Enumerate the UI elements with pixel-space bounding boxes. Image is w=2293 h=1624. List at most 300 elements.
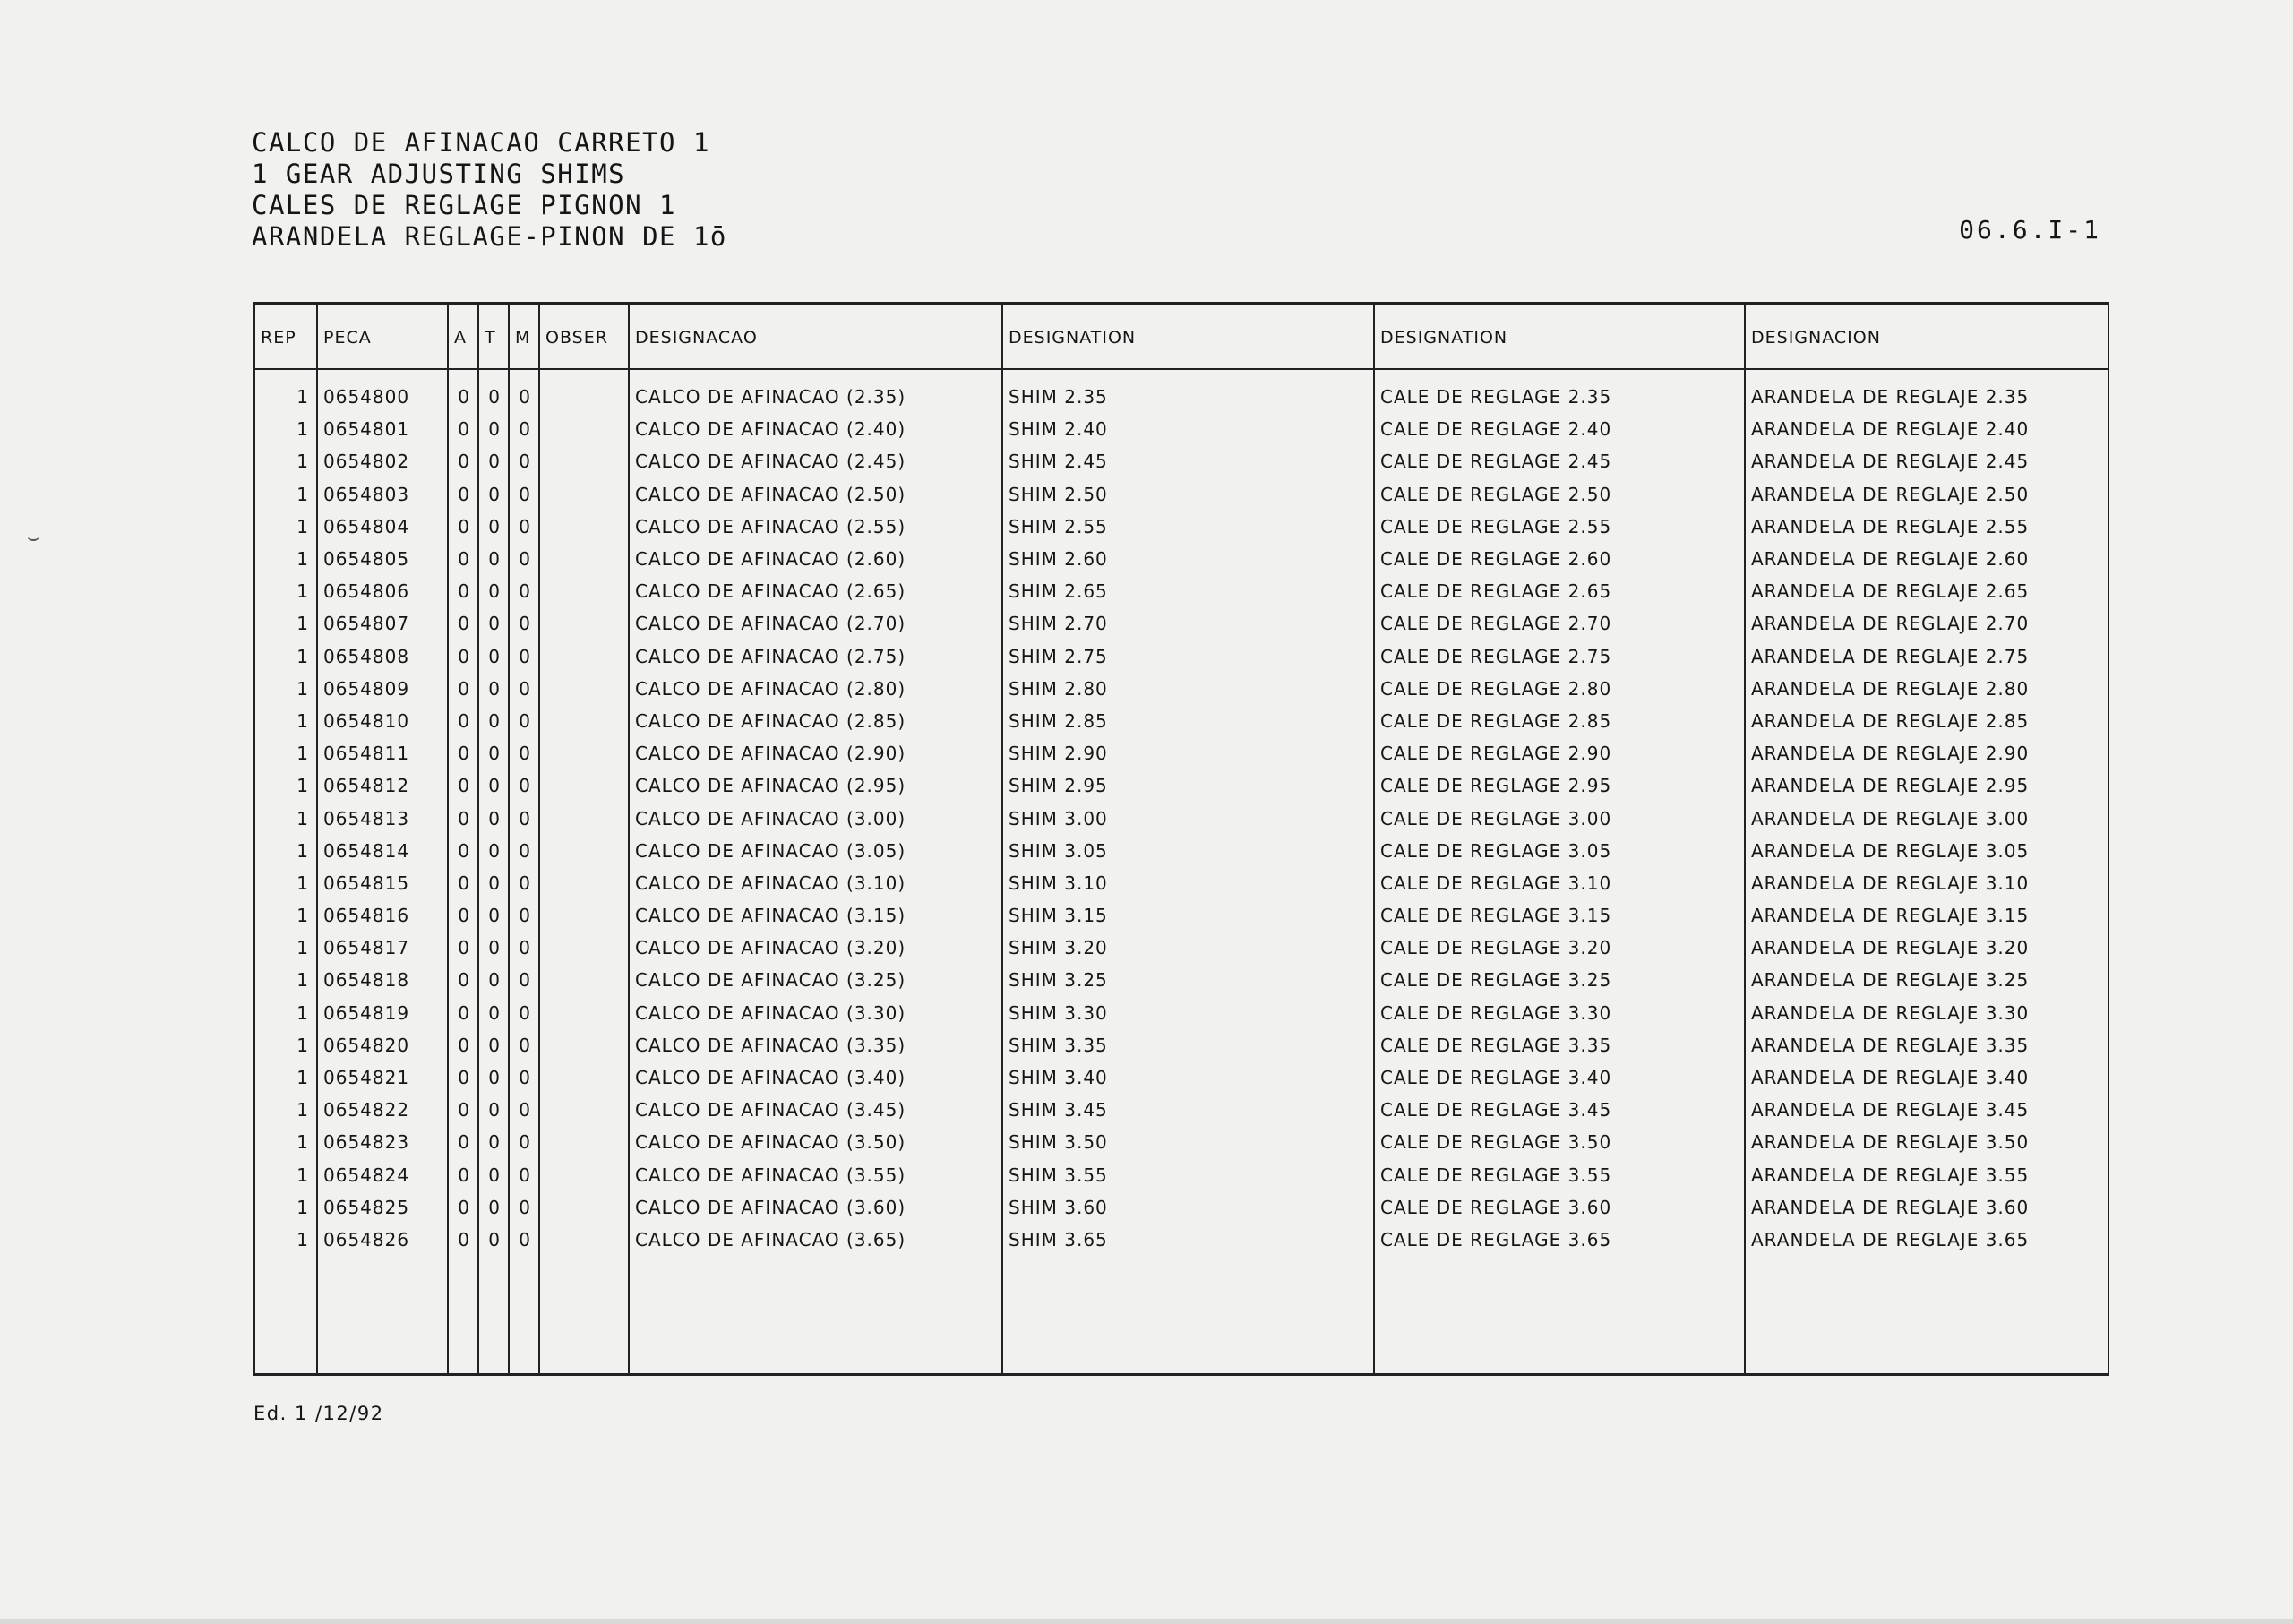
blank-cell — [477, 1320, 508, 1353]
cell-peca: 0654811 — [323, 743, 410, 765]
blank-cell — [628, 1320, 1001, 1353]
cell-peca: 0654825 — [323, 1196, 410, 1218]
cell-a: 0 — [458, 483, 470, 505]
cell-peca: 0654813 — [323, 807, 410, 829]
cell-designation-fr: CALE DE REGLAGE 2.65 — [1380, 580, 1612, 603]
cell-obser — [538, 835, 628, 867]
table-row — [253, 997, 2108, 1029]
cell-t: 0 — [488, 418, 501, 441]
header-obser: OBSER — [545, 328, 608, 348]
cell-designacion: ARANDELA DE REGLAJE 3.45 — [1751, 1099, 2030, 1121]
cell-rep: 1 — [296, 1034, 309, 1056]
blank-row — [253, 1288, 2108, 1320]
cell-m: 0 — [519, 775, 531, 797]
cell-designation-en: SHIM 3.10 — [1009, 872, 1108, 894]
cell-m: 0 — [519, 839, 531, 862]
blank-cell — [253, 1320, 316, 1353]
cell-a: 0 — [458, 807, 470, 829]
table-row — [253, 705, 2108, 737]
cell-t: 0 — [488, 677, 501, 700]
cell-m: 0 — [519, 1164, 531, 1186]
cell-obser — [538, 366, 628, 413]
cell-obser — [538, 932, 628, 964]
table-row — [253, 835, 2108, 867]
cell-designation-fr: CALE DE REGLAGE 2.55 — [1380, 515, 1612, 537]
cell-m: 0 — [519, 807, 531, 829]
cell-designation-en: SHIM 3.05 — [1009, 839, 1108, 862]
cell-t: 0 — [488, 1196, 501, 1218]
cell-t: 0 — [488, 1067, 501, 1089]
cell-obser — [538, 964, 628, 996]
cell-peca: 0654820 — [323, 1034, 410, 1056]
cell-t: 0 — [488, 548, 501, 571]
cell-designacao: CALCO DE AFINACAO (3.05) — [635, 839, 906, 862]
cell-rep: 1 — [296, 905, 309, 927]
cell-t: 0 — [488, 483, 501, 505]
table-row — [253, 543, 2108, 575]
cell-m: 0 — [519, 1099, 531, 1121]
cell-peca: 0654803 — [323, 483, 410, 505]
header-a: A — [454, 328, 467, 348]
title-portuguese: CALCO DE AFINACAO CARRETO 1 — [252, 127, 710, 158]
cell-obser — [538, 511, 628, 543]
cell-obser — [538, 413, 628, 445]
cell-designation-fr: CALE DE REGLAGE 3.30 — [1380, 1001, 1612, 1024]
cell-designacao: CALCO DE AFINACAO (2.40) — [635, 418, 906, 441]
blank-cell — [253, 1288, 316, 1320]
cell-designation-en: SHIM 2.50 — [1009, 483, 1108, 505]
table-body — [253, 366, 2108, 1353]
cell-designation-fr: CALE DE REGLAGE 2.80 — [1380, 677, 1612, 700]
cell-peca: 0654812 — [323, 775, 410, 797]
cell-designacao: CALCO DE AFINACAO (2.85) — [635, 709, 906, 732]
table-row — [253, 769, 2108, 802]
table-row — [253, 899, 2108, 932]
header-designation-fr: DESIGNATION — [1380, 328, 1508, 348]
cell-t: 0 — [488, 580, 501, 603]
cell-obser — [538, 899, 628, 932]
cell-designation-en: SHIM 2.85 — [1009, 709, 1108, 732]
cell-designation-fr: CALE DE REGLAGE 3.50 — [1380, 1131, 1612, 1154]
cell-designation-fr: CALE DE REGLAGE 2.85 — [1380, 709, 1612, 732]
cell-designacao: CALCO DE AFINACAO (3.45) — [635, 1099, 906, 1121]
cell-designacao: CALCO DE AFINACAO (2.50) — [635, 483, 906, 505]
cell-designacao: CALCO DE AFINACAO (2.80) — [635, 677, 906, 700]
cell-designation-en: SHIM 3.65 — [1009, 1228, 1108, 1250]
cell-designation-fr: CALE DE REGLAGE 3.10 — [1380, 872, 1612, 894]
cell-peca: 0654801 — [323, 418, 410, 441]
scan-mark: ⌣ — [27, 527, 40, 549]
table-row — [253, 1159, 2108, 1191]
cell-designation-en: SHIM 2.70 — [1009, 613, 1108, 635]
header-peca: PECA — [323, 328, 372, 348]
cell-designation-en: SHIM 3.30 — [1009, 1001, 1108, 1024]
table-row — [253, 575, 2108, 607]
cell-obser — [538, 867, 628, 899]
cell-obser — [538, 769, 628, 802]
cell-a: 0 — [458, 905, 470, 927]
cell-designation-en: SHIM 3.00 — [1009, 807, 1108, 829]
cell-designation-fr: CALE DE REGLAGE 3.15 — [1380, 905, 1612, 927]
cell-obser — [538, 1029, 628, 1061]
cell-t: 0 — [488, 969, 501, 992]
blank-cell — [1001, 1256, 1373, 1288]
cell-designacion: ARANDELA DE REGLAJE 2.35 — [1751, 386, 2030, 408]
cell-designation-fr: CALE DE REGLAGE 3.20 — [1380, 937, 1612, 959]
cell-t: 0 — [488, 905, 501, 927]
cell-designation-fr: CALE DE REGLAGE 3.45 — [1380, 1099, 1612, 1121]
cell-rep: 1 — [296, 743, 309, 765]
cell-designacion: ARANDELA DE REGLAJE 2.75 — [1751, 645, 2030, 667]
cell-peca: 0654808 — [323, 645, 410, 667]
cell-designation-fr: CALE DE REGLAGE 2.75 — [1380, 645, 1612, 667]
cell-designacao: CALCO DE AFINACAO (3.35) — [635, 1034, 906, 1056]
cell-designation-en: SHIM 3.45 — [1009, 1099, 1108, 1121]
cell-m: 0 — [519, 645, 531, 667]
cell-designation-en: SHIM 2.65 — [1009, 580, 1108, 603]
page-reference: 06.6.I-1 — [1959, 215, 2101, 245]
blank-cell — [253, 1256, 316, 1288]
cell-a: 0 — [458, 580, 470, 603]
cell-designacion: ARANDELA DE REGLAJE 2.45 — [1751, 451, 2030, 473]
cell-designacao: CALCO DE AFINACAO (3.25) — [635, 969, 906, 992]
cell-peca: 0654822 — [323, 1099, 410, 1121]
cell-a: 0 — [458, 743, 470, 765]
cell-designacao: CALCO DE AFINACAO (2.75) — [635, 645, 906, 667]
cell-designation-en: SHIM 3.40 — [1009, 1067, 1108, 1089]
cell-rep: 1 — [296, 872, 309, 894]
blank-cell — [508, 1256, 538, 1288]
cell-peca: 0654823 — [323, 1131, 410, 1154]
cell-a: 0 — [458, 1131, 470, 1154]
cell-designation-fr: CALE DE REGLAGE 3.60 — [1380, 1196, 1612, 1218]
cell-rep: 1 — [296, 937, 309, 959]
table-row — [253, 366, 2108, 413]
cell-m: 0 — [519, 548, 531, 571]
cell-designation-fr: CALE DE REGLAGE 3.55 — [1380, 1164, 1612, 1186]
cell-peca: 0654815 — [323, 872, 410, 894]
cell-designation-en: SHIM 3.50 — [1009, 1131, 1108, 1154]
cell-designacion: ARANDELA DE REGLAJE 2.60 — [1751, 548, 2030, 571]
cell-a: 0 — [458, 1067, 470, 1089]
cell-t: 0 — [488, 807, 501, 829]
cell-designacion: ARANDELA DE REGLAJE 2.65 — [1751, 580, 2030, 603]
cell-designation-en: SHIM 3.55 — [1009, 1164, 1108, 1186]
table-bottom-rule — [253, 1373, 2109, 1376]
cell-designacion: ARANDELA DE REGLAJE 2.90 — [1751, 743, 2030, 765]
cell-designation-en: SHIM 3.20 — [1009, 937, 1108, 959]
cell-obser — [538, 445, 628, 477]
cell-t: 0 — [488, 743, 501, 765]
title-english: 1 GEAR ADJUSTING SHIMS — [252, 159, 626, 189]
cell-m: 0 — [519, 1196, 531, 1218]
blank-cell — [1744, 1288, 2108, 1320]
cell-designacion: ARANDELA DE REGLAJE 3.40 — [1751, 1067, 2030, 1089]
table-row — [253, 737, 2108, 769]
cell-t: 0 — [488, 872, 501, 894]
title-block — [252, 127, 727, 253]
cell-m: 0 — [519, 743, 531, 765]
cell-obser — [538, 1159, 628, 1191]
blank-cell — [1001, 1288, 1373, 1320]
blank-cell — [1744, 1320, 2108, 1353]
cell-designation-en: SHIM 2.75 — [1009, 645, 1108, 667]
cell-rep: 1 — [296, 677, 309, 700]
blank-cell — [538, 1288, 628, 1320]
cell-designacao: CALCO DE AFINACAO (3.40) — [635, 1067, 906, 1089]
cell-rep: 1 — [296, 1131, 309, 1154]
header-designacao: DESIGNACAO — [635, 328, 758, 348]
cell-obser — [538, 1126, 628, 1158]
table-row — [253, 1126, 2108, 1158]
cell-a: 0 — [458, 386, 470, 408]
cell-designation-fr: CALE DE REGLAGE 2.40 — [1380, 418, 1612, 441]
cell-designacion: ARANDELA DE REGLAJE 2.95 — [1751, 775, 2030, 797]
cell-designacion: ARANDELA DE REGLAJE 2.85 — [1751, 709, 2030, 732]
cell-rep: 1 — [296, 515, 309, 537]
cell-m: 0 — [519, 937, 531, 959]
cell-rep: 1 — [296, 613, 309, 635]
table-row — [253, 413, 2108, 445]
table-row — [253, 1029, 2108, 1061]
cell-a: 0 — [458, 677, 470, 700]
blank-cell — [447, 1320, 477, 1353]
blank-cell — [508, 1288, 538, 1320]
cell-a: 0 — [458, 872, 470, 894]
cell-peca: 0654805 — [323, 548, 410, 571]
cell-designation-fr: CALE DE REGLAGE 2.60 — [1380, 548, 1612, 571]
cell-a: 0 — [458, 937, 470, 959]
cell-a: 0 — [458, 1001, 470, 1024]
cell-peca: 0654816 — [323, 905, 410, 927]
table-row — [253, 511, 2108, 543]
cell-designacion: ARANDELA DE REGLAJE 2.50 — [1751, 483, 2030, 505]
cell-rep: 1 — [296, 1001, 309, 1024]
cell-peca: 0654824 — [323, 1164, 410, 1186]
cell-obser — [538, 997, 628, 1029]
table-row — [253, 478, 2108, 511]
cell-designacion: ARANDELA DE REGLAJE 3.65 — [1751, 1228, 2030, 1250]
table-row — [253, 1191, 2108, 1224]
cell-rep: 1 — [296, 645, 309, 667]
table-row — [253, 673, 2108, 705]
cell-designation-fr: CALE DE REGLAGE 3.40 — [1380, 1067, 1612, 1089]
cell-m: 0 — [519, 1034, 531, 1056]
blank-cell — [316, 1288, 447, 1320]
scan-edge — [0, 1619, 2293, 1624]
cell-rep: 1 — [296, 709, 309, 732]
cell-obser — [538, 478, 628, 511]
blank-cell — [1373, 1256, 1744, 1288]
cell-t: 0 — [488, 1164, 501, 1186]
cell-a: 0 — [458, 839, 470, 862]
cell-designacion: ARANDELA DE REGLAJE 3.55 — [1751, 1164, 2030, 1186]
cell-designation-en: SHIM 2.35 — [1009, 386, 1108, 408]
blank-cell — [1373, 1320, 1744, 1353]
table-row — [253, 607, 2108, 640]
cell-designacion: ARANDELA DE REGLAJE 2.70 — [1751, 613, 2030, 635]
cell-designation-fr: CALE DE REGLAGE 2.70 — [1380, 613, 1612, 635]
cell-t: 0 — [488, 839, 501, 862]
cell-obser — [538, 673, 628, 705]
table-header-row — [253, 309, 2108, 366]
cell-t: 0 — [488, 709, 501, 732]
blank-row — [253, 1320, 2108, 1353]
cell-designation-en: SHIM 2.90 — [1009, 743, 1108, 765]
cell-m: 0 — [519, 1001, 531, 1024]
cell-designacao: CALCO DE AFINACAO (2.35) — [635, 386, 906, 408]
blank-cell — [447, 1256, 477, 1288]
cell-m: 0 — [519, 613, 531, 635]
table-row — [253, 1061, 2108, 1094]
cell-peca: 0654800 — [323, 386, 410, 408]
cell-designacion: ARANDELA DE REGLAJE 3.60 — [1751, 1196, 2030, 1218]
cell-designation-fr: CALE DE REGLAGE 2.90 — [1380, 743, 1612, 765]
header-m: M — [515, 328, 531, 348]
cell-m: 0 — [519, 580, 531, 603]
cell-peca: 0654819 — [323, 1001, 410, 1024]
cell-obser — [538, 640, 628, 673]
cell-a: 0 — [458, 709, 470, 732]
cell-designacion: ARANDELA DE REGLAJE 2.40 — [1751, 418, 2030, 441]
cell-m: 0 — [519, 872, 531, 894]
cell-peca: 0654802 — [323, 451, 410, 473]
cell-obser — [538, 1061, 628, 1094]
cell-peca: 0654817 — [323, 937, 410, 959]
cell-m: 0 — [519, 515, 531, 537]
blank-cell — [538, 1256, 628, 1288]
cell-rep: 1 — [296, 1099, 309, 1121]
cell-m: 0 — [519, 709, 531, 732]
title-french: CALES DE REGLAGE PIGNON 1 — [252, 190, 676, 220]
cell-obser — [538, 1191, 628, 1224]
blank-cell — [316, 1256, 447, 1288]
cell-designation-en: SHIM 3.15 — [1009, 905, 1108, 927]
cell-m: 0 — [519, 969, 531, 992]
header-t: T — [485, 328, 496, 348]
cell-designation-fr: CALE DE REGLAGE 2.45 — [1380, 451, 1612, 473]
cell-a: 0 — [458, 1228, 470, 1250]
cell-t: 0 — [488, 937, 501, 959]
cell-designation-en: SHIM 2.95 — [1009, 775, 1108, 797]
cell-designacao: CALCO DE AFINACAO (2.45) — [635, 451, 906, 473]
cell-t: 0 — [488, 1001, 501, 1024]
cell-rep: 1 — [296, 580, 309, 603]
cell-designation-fr: CALE DE REGLAGE 3.65 — [1380, 1228, 1612, 1250]
cell-rep: 1 — [296, 1067, 309, 1089]
cell-obser — [538, 737, 628, 769]
cell-peca: 0654807 — [323, 613, 410, 635]
cell-t: 0 — [488, 613, 501, 635]
title-spanish: ARANDELA REGLAGE-PINON DE 1ō — [252, 221, 727, 252]
cell-a: 0 — [458, 1196, 470, 1218]
cell-designation-fr: CALE DE REGLAGE 3.35 — [1380, 1034, 1612, 1056]
cell-designacion: ARANDELA DE REGLAJE 3.35 — [1751, 1034, 2030, 1056]
cell-designation-en: SHIM 2.60 — [1009, 548, 1108, 571]
cell-designation-en: SHIM 2.40 — [1009, 418, 1108, 441]
cell-a: 0 — [458, 515, 470, 537]
cell-rep: 1 — [296, 807, 309, 829]
header-rep: REP — [261, 328, 296, 348]
blank-cell — [477, 1256, 508, 1288]
cell-designacao: CALCO DE AFINACAO (2.95) — [635, 775, 906, 797]
cell-designacion: ARANDELA DE REGLAJE 2.80 — [1751, 677, 2030, 700]
cell-rep: 1 — [296, 1164, 309, 1186]
cell-designacao: CALCO DE AFINACAO (3.50) — [635, 1131, 906, 1154]
cell-m: 0 — [519, 386, 531, 408]
cell-a: 0 — [458, 1034, 470, 1056]
cell-designation-fr: CALE DE REGLAGE 2.35 — [1380, 386, 1612, 408]
cell-peca: 0654806 — [323, 580, 410, 603]
cell-designation-fr: CALE DE REGLAGE 3.25 — [1380, 969, 1612, 992]
cell-obser — [538, 607, 628, 640]
cell-rep: 1 — [296, 548, 309, 571]
cell-m: 0 — [519, 905, 531, 927]
parts-table — [253, 309, 2108, 1353]
cell-designacao: CALCO DE AFINACAO (2.55) — [635, 515, 906, 537]
cell-obser — [538, 543, 628, 575]
cell-designacao: CALCO DE AFINACAO (2.65) — [635, 580, 906, 603]
cell-designacao: CALCO DE AFINACAO (2.60) — [635, 548, 906, 571]
cell-rep: 1 — [296, 386, 309, 408]
cell-designacion: ARANDELA DE REGLAJE 3.00 — [1751, 807, 2030, 829]
cell-designacao: CALCO DE AFINACAO (3.00) — [635, 807, 906, 829]
cell-designacion: ARANDELA DE REGLAJE 3.20 — [1751, 937, 2030, 959]
cell-designation-en: SHIM 2.55 — [1009, 515, 1108, 537]
blank-cell — [316, 1320, 447, 1353]
table-row — [253, 445, 2108, 477]
cell-designation-fr: CALE DE REGLAGE 2.50 — [1380, 483, 1612, 505]
cell-m: 0 — [519, 418, 531, 441]
cell-m: 0 — [519, 677, 531, 700]
header-designacion: DESIGNACION — [1751, 328, 1881, 348]
cell-a: 0 — [458, 613, 470, 635]
blank-cell — [1373, 1288, 1744, 1320]
cell-a: 0 — [458, 775, 470, 797]
blank-cell — [1001, 1320, 1373, 1353]
cell-peca: 0654814 — [323, 839, 410, 862]
cell-t: 0 — [488, 1034, 501, 1056]
header-designation-en: DESIGNATION — [1009, 328, 1137, 348]
blank-cell — [447, 1288, 477, 1320]
cell-a: 0 — [458, 645, 470, 667]
cell-designation-fr: CALE DE REGLAGE 2.95 — [1380, 775, 1612, 797]
cell-rep: 1 — [296, 483, 309, 505]
cell-designacion: ARANDELA DE REGLAJE 3.10 — [1751, 872, 2030, 894]
cell-rep: 1 — [296, 775, 309, 797]
cell-peca: 0654809 — [323, 677, 410, 700]
column-divider — [2108, 302, 2109, 1376]
cell-t: 0 — [488, 645, 501, 667]
table-row — [253, 932, 2108, 964]
cell-designation-fr: CALE DE REGLAGE 3.05 — [1380, 839, 1612, 862]
table-row — [253, 640, 2108, 673]
cell-designacao: CALCO DE AFINACAO (2.70) — [635, 613, 906, 635]
cell-obser — [538, 802, 628, 834]
cell-designacion: ARANDELA DE REGLAJE 3.15 — [1751, 905, 2030, 927]
cell-designacao: CALCO DE AFINACAO (3.30) — [635, 1001, 906, 1024]
cell-obser — [538, 575, 628, 607]
cell-rep: 1 — [296, 418, 309, 441]
cell-designacion: ARANDELA DE REGLAJE 3.25 — [1751, 969, 2030, 992]
cell-obser — [538, 705, 628, 737]
blank-cell — [477, 1288, 508, 1320]
cell-m: 0 — [519, 483, 531, 505]
cell-designation-en: SHIM 3.25 — [1009, 969, 1108, 992]
table-row — [253, 1224, 2108, 1256]
cell-designacion: ARANDELA DE REGLAJE 3.05 — [1751, 839, 2030, 862]
cell-peca: 0654804 — [323, 515, 410, 537]
